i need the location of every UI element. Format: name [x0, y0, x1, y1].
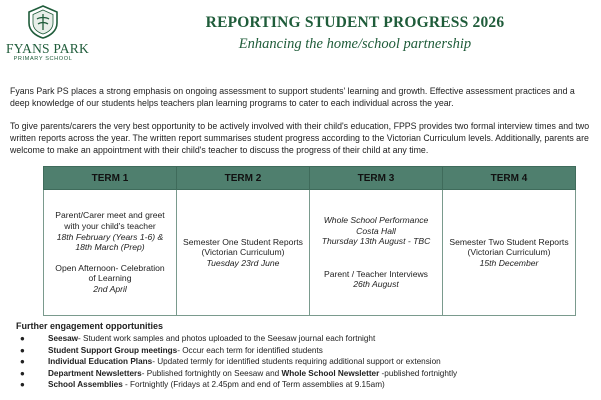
intro-paragraph-2: To give parents/carers the very best opportunity to be actively involved with their child's education, FPPS provides two formal interview times and two written reports across the year. The written report summarises student progress according to the Victorian Curriculum levels. Additionally, parents are welcome to make an appointment with their child's teacher to discuss the progress of their child at any time.	[10, 121, 590, 155]
bullet-icon: ●	[20, 334, 25, 343]
engagement-heading: Further engagement opportunities	[16, 321, 164, 331]
t2-line2: (Victorian Curriculum)	[201, 247, 285, 258]
school-crest-icon	[26, 4, 60, 40]
term-2-cell	[177, 190, 310, 316]
term-3-cell	[310, 190, 443, 316]
school-name: FYANS PARK	[6, 41, 89, 56]
list-item: ● Department Newsletters- Published fortnightly on Seesaw and Whole School Newsletter -published fortnightly	[20, 368, 458, 378]
t3-event1-line1: Whole School Performance	[323, 215, 429, 226]
t1-event1-date2: 18th March (Prep)	[75, 242, 145, 253]
t3-event2-date: 26th August	[353, 279, 399, 290]
bullet-icon: ●	[20, 357, 25, 367]
intro-paragraph-1: Fyans Park PS places a strong emphasis on ongoing assessment to support students' learning and growth. Effective assessment practices and a deep knowledge of our students helps teachers plan learning programs to cater to each individual across the year.	[10, 86, 575, 108]
terms-table	[43, 166, 576, 316]
bullet-icon: ●	[20, 368, 25, 378]
list-item: ● Individual Education Plans- Updated termly for identified students requiring additional support or extension	[20, 357, 441, 367]
page-subtitle: Enhancing the home/school partnership	[238, 36, 472, 52]
t2-date: Tuesday 23rd June	[206, 257, 280, 268]
school-subname: PRIMARY SCHOOL	[13, 56, 73, 62]
list-item: ● Student Support Group meetings- Occur each term for identified students	[20, 345, 323, 355]
t4-line1: Semester Two Student Reports	[449, 236, 569, 247]
t3-event1-date: Thursday 13th August - TBC	[321, 236, 431, 247]
engagement-list	[0, 333, 600, 391]
list-item: ● School Assemblies - Fortnightly (Fridays at 2.45pm and end of Term assemblies at 9.15am)	[20, 380, 385, 390]
t4-date: 15th December	[479, 257, 539, 268]
term-4-header: TERM 4	[443, 167, 576, 190]
list-item: ● Seesaw- Student work samples and photos uploaded to the Seesaw journal each fortnight	[20, 334, 376, 343]
t1-event1-date1: 18th February (Years 1-6) &	[56, 231, 164, 242]
term-1-cell	[44, 190, 177, 316]
terms-body-row	[44, 190, 576, 316]
term-4-cell	[443, 190, 576, 316]
t3-event1-line2: Costa Hall	[356, 225, 396, 236]
t1-event2-line2: of Learning	[88, 273, 132, 284]
t3-event2-line1: Parent / Teacher Interviews	[324, 268, 428, 279]
bullet-icon: ●	[20, 345, 25, 355]
t1-event2-date: 2nd April	[93, 283, 127, 294]
school-logo	[6, 4, 89, 63]
t1-event2-line1: Open Afternoon- Celebration	[55, 262, 165, 273]
terms-header-row	[44, 167, 576, 190]
t1-event1-line1: Parent/Carer meet and greet	[55, 210, 165, 221]
bullet-icon: ●	[20, 380, 25, 390]
page-title: REPORTING STUDENT PROGRESS 2026	[205, 14, 505, 31]
t1-event1-line2: with your child's teacher	[64, 221, 156, 232]
term-3-header: TERM 3	[310, 167, 443, 190]
t2-line1: Semester One Student Reports	[183, 236, 303, 247]
term-1-header: TERM 1	[44, 167, 177, 190]
t4-line2: (Victorian Curriculum)	[467, 247, 551, 258]
term-2-header: TERM 2	[177, 167, 310, 190]
